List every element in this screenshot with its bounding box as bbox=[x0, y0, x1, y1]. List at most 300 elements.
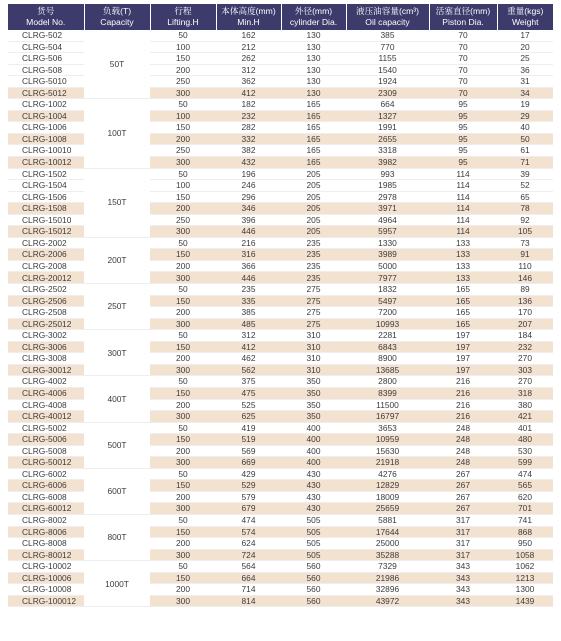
weight-cell: 71 bbox=[497, 157, 553, 169]
lifting-cell: 300 bbox=[150, 157, 216, 169]
table-row bbox=[8, 330, 553, 342]
model-cell: CLRG-1508 bbox=[8, 203, 84, 215]
oil-capacity-cell: 6843 bbox=[346, 341, 429, 353]
lifting-cell: 300 bbox=[150, 595, 216, 607]
model-cell: CLRG-10008 bbox=[8, 584, 84, 596]
header-en: cylinder Dia. bbox=[289, 17, 338, 27]
min-height-cell: 562 bbox=[216, 364, 281, 376]
piston-dia-cell: 114 bbox=[429, 180, 497, 192]
min-height-cell: 212 bbox=[216, 41, 281, 53]
lifting-cell: 150 bbox=[150, 387, 216, 399]
capacity-cell bbox=[84, 561, 150, 607]
oil-capacity-cell: 10993 bbox=[346, 318, 429, 330]
min-height-cell: 564 bbox=[216, 561, 281, 573]
lifting-cell: 200 bbox=[150, 584, 216, 596]
piston-dia-cell: 70 bbox=[429, 76, 497, 88]
weight-cell: 170 bbox=[497, 307, 553, 319]
cylinder-dia-cell: 130 bbox=[281, 76, 346, 88]
weight-cell: 1058 bbox=[497, 549, 553, 561]
weight-cell: 65 bbox=[497, 191, 553, 203]
weight-cell: 34 bbox=[497, 87, 553, 99]
min-height-cell: 664 bbox=[216, 572, 281, 584]
model-cell: CLRG-3006 bbox=[8, 341, 84, 353]
weight-cell: 232 bbox=[497, 341, 553, 353]
oil-capacity-cell: 4964 bbox=[346, 214, 429, 226]
weight-cell: 1300 bbox=[497, 584, 553, 596]
model-cell: CLRG-8006 bbox=[8, 526, 84, 538]
min-height-cell: 446 bbox=[216, 226, 281, 238]
piston-dia-cell: 216 bbox=[429, 399, 497, 411]
piston-dia-cell: 133 bbox=[429, 237, 497, 249]
piston-dia-cell: 165 bbox=[429, 307, 497, 319]
weight-cell: 421 bbox=[497, 411, 553, 423]
header-zh: 负载(T) bbox=[102, 6, 132, 16]
oil-capacity-cell: 2281 bbox=[346, 330, 429, 342]
oil-capacity-cell: 1330 bbox=[346, 237, 429, 249]
table-row bbox=[8, 99, 553, 111]
cylinder-dia-cell: 275 bbox=[281, 295, 346, 307]
piston-dia-cell: 317 bbox=[429, 526, 497, 538]
oil-capacity-cell: 8399 bbox=[346, 387, 429, 399]
weight-cell: 39 bbox=[497, 168, 553, 180]
spec-table bbox=[8, 4, 553, 607]
lifting-cell: 150 bbox=[150, 295, 216, 307]
min-height-cell: 474 bbox=[216, 514, 281, 526]
min-height-cell: 196 bbox=[216, 168, 281, 180]
weight-cell: 136 bbox=[497, 295, 553, 307]
oil-capacity-cell: 18009 bbox=[346, 491, 429, 503]
oil-capacity-cell: 1991 bbox=[346, 122, 429, 134]
model-cell: CLRG-1004 bbox=[8, 110, 84, 122]
table-row bbox=[8, 168, 553, 180]
table-body bbox=[8, 30, 553, 607]
lifting-cell: 100 bbox=[150, 41, 216, 53]
cylinder-dia-cell: 505 bbox=[281, 514, 346, 526]
model-cell: CLRG-5006 bbox=[8, 434, 84, 446]
header-en: Weight bbox=[511, 17, 539, 27]
header-min-height bbox=[216, 4, 281, 30]
cylinder-dia-cell: 205 bbox=[281, 168, 346, 180]
piston-dia-cell: 248 bbox=[429, 434, 497, 446]
oil-capacity-cell: 16797 bbox=[346, 411, 429, 423]
piston-dia-cell: 165 bbox=[429, 284, 497, 296]
lifting-cell: 50 bbox=[150, 237, 216, 249]
piston-dia-cell: 70 bbox=[429, 41, 497, 53]
weight-cell: 270 bbox=[497, 376, 553, 388]
cylinder-dia-cell: 165 bbox=[281, 110, 346, 122]
weight-cell: 36 bbox=[497, 64, 553, 76]
cylinder-dia-cell: 400 bbox=[281, 434, 346, 446]
oil-capacity-cell: 2978 bbox=[346, 191, 429, 203]
min-height-cell: 312 bbox=[216, 330, 281, 342]
header-lifting bbox=[150, 4, 216, 30]
cylinder-dia-cell: 235 bbox=[281, 260, 346, 272]
weight-cell: 565 bbox=[497, 480, 553, 492]
min-height-cell: 429 bbox=[216, 468, 281, 480]
model-cell: CLRG-2502 bbox=[8, 284, 84, 296]
oil-capacity-cell: 43972 bbox=[346, 595, 429, 607]
piston-dia-cell: 114 bbox=[429, 191, 497, 203]
oil-capacity-cell: 8900 bbox=[346, 353, 429, 365]
model-cell: CLRG-6006 bbox=[8, 480, 84, 492]
model-cell: CLRG-100012 bbox=[8, 595, 84, 607]
header-piston-dia bbox=[429, 4, 497, 30]
oil-capacity-cell: 664 bbox=[346, 99, 429, 111]
min-height-cell: 419 bbox=[216, 422, 281, 434]
min-height-cell: 382 bbox=[216, 145, 281, 157]
capacity-cell bbox=[84, 99, 150, 168]
piston-dia-cell: 70 bbox=[429, 87, 497, 99]
weight-cell: 1062 bbox=[497, 561, 553, 573]
piston-dia-cell: 165 bbox=[429, 318, 497, 330]
weight-cell: 480 bbox=[497, 434, 553, 446]
oil-capacity-cell: 1540 bbox=[346, 64, 429, 76]
model-cell: CLRG-2002 bbox=[8, 237, 84, 249]
min-height-cell: 814 bbox=[216, 595, 281, 607]
capacity-label: 300T bbox=[107, 347, 127, 358]
min-height-cell: 162 bbox=[216, 30, 281, 41]
weight-cell: 741 bbox=[497, 514, 553, 526]
cylinder-dia-cell: 235 bbox=[281, 272, 346, 284]
min-height-cell: 332 bbox=[216, 133, 281, 145]
lifting-cell: 200 bbox=[150, 399, 216, 411]
model-cell: CLRG-25012 bbox=[8, 318, 84, 330]
table-row bbox=[8, 468, 553, 480]
piston-dia-cell: 165 bbox=[429, 295, 497, 307]
lifting-cell: 250 bbox=[150, 76, 216, 88]
weight-cell: 73 bbox=[497, 237, 553, 249]
piston-dia-cell: 197 bbox=[429, 353, 497, 365]
lifting-cell: 150 bbox=[150, 191, 216, 203]
weight-cell: 110 bbox=[497, 260, 553, 272]
lifting-cell: 200 bbox=[150, 133, 216, 145]
capacity-label: 600T bbox=[107, 486, 127, 497]
lifting-cell: 200 bbox=[150, 64, 216, 76]
min-height-cell: 574 bbox=[216, 526, 281, 538]
oil-capacity-cell: 4276 bbox=[346, 468, 429, 480]
model-cell: CLRG-60012 bbox=[8, 503, 84, 515]
model-cell: CLRG-5008 bbox=[8, 445, 84, 457]
weight-cell: 1213 bbox=[497, 572, 553, 584]
min-height-cell: 669 bbox=[216, 457, 281, 469]
min-height-cell: 232 bbox=[216, 110, 281, 122]
oil-capacity-cell: 11500 bbox=[346, 399, 429, 411]
header-zh: 重量(kgs) bbox=[507, 6, 544, 16]
weight-cell: 19 bbox=[497, 99, 553, 111]
cylinder-dia-cell: 205 bbox=[281, 191, 346, 203]
piston-dia-cell: 343 bbox=[429, 561, 497, 573]
piston-dia-cell: 197 bbox=[429, 330, 497, 342]
header-en: Oil capacity bbox=[365, 17, 410, 27]
cylinder-dia-cell: 350 bbox=[281, 387, 346, 399]
weight-cell: 868 bbox=[497, 526, 553, 538]
capacity-label: 200T bbox=[107, 255, 127, 266]
table-row bbox=[8, 561, 553, 573]
oil-capacity-cell: 32896 bbox=[346, 584, 429, 596]
cylinder-dia-cell: 275 bbox=[281, 318, 346, 330]
oil-capacity-cell: 21918 bbox=[346, 457, 429, 469]
weight-cell: 91 bbox=[497, 249, 553, 261]
oil-capacity-cell: 2309 bbox=[346, 87, 429, 99]
lifting-cell: 200 bbox=[150, 491, 216, 503]
cylinder-dia-cell: 235 bbox=[281, 249, 346, 261]
weight-cell: 1439 bbox=[497, 595, 553, 607]
cylinder-dia-cell: 165 bbox=[281, 145, 346, 157]
header-zh: 外径(mm) bbox=[294, 6, 333, 16]
model-cell: CLRG-10012 bbox=[8, 157, 84, 169]
capacity-cell bbox=[84, 514, 150, 560]
model-cell: CLRG-2006 bbox=[8, 249, 84, 261]
cylinder-dia-cell: 430 bbox=[281, 468, 346, 480]
table-row bbox=[8, 284, 553, 296]
model-cell: CLRG-8002 bbox=[8, 514, 84, 526]
oil-capacity-cell: 1924 bbox=[346, 76, 429, 88]
capacity-label: 400T bbox=[107, 393, 127, 404]
piston-dia-cell: 248 bbox=[429, 445, 497, 457]
header-en: Min.H bbox=[237, 17, 260, 27]
weight-cell: 78 bbox=[497, 203, 553, 215]
oil-capacity-cell: 3653 bbox=[346, 422, 429, 434]
min-height-cell: 724 bbox=[216, 549, 281, 561]
capacity-cell bbox=[84, 284, 150, 330]
oil-capacity-cell: 1985 bbox=[346, 180, 429, 192]
cylinder-dia-cell: 310 bbox=[281, 364, 346, 376]
lifting-cell: 300 bbox=[150, 226, 216, 238]
min-height-cell: 446 bbox=[216, 272, 281, 284]
model-cell: CLRG-4002 bbox=[8, 376, 84, 388]
lifting-cell: 200 bbox=[150, 353, 216, 365]
oil-capacity-cell: 3982 bbox=[346, 157, 429, 169]
piston-dia-cell: 70 bbox=[429, 64, 497, 76]
oil-capacity-cell: 35288 bbox=[346, 549, 429, 561]
cylinder-dia-cell: 165 bbox=[281, 99, 346, 111]
lifting-cell: 50 bbox=[150, 284, 216, 296]
cylinder-dia-cell: 130 bbox=[281, 87, 346, 99]
lifting-cell: 100 bbox=[150, 180, 216, 192]
lifting-cell: 150 bbox=[150, 434, 216, 446]
piston-dia-cell: 95 bbox=[429, 110, 497, 122]
model-cell: CLRG-1006 bbox=[8, 122, 84, 134]
weight-cell: 50 bbox=[497, 133, 553, 145]
lifting-cell: 50 bbox=[150, 99, 216, 111]
lifting-cell: 50 bbox=[150, 468, 216, 480]
cylinder-dia-cell: 275 bbox=[281, 307, 346, 319]
lifting-cell: 300 bbox=[150, 364, 216, 376]
min-height-cell: 412 bbox=[216, 87, 281, 99]
header-zh: 本体高度(mm) bbox=[221, 6, 276, 16]
lifting-cell: 150 bbox=[150, 249, 216, 261]
model-cell: CLRG-8008 bbox=[8, 538, 84, 550]
min-height-cell: 296 bbox=[216, 191, 281, 203]
cylinder-dia-cell: 400 bbox=[281, 457, 346, 469]
cylinder-dia-cell: 400 bbox=[281, 422, 346, 434]
lifting-cell: 200 bbox=[150, 260, 216, 272]
cylinder-dia-cell: 205 bbox=[281, 214, 346, 226]
oil-capacity-cell: 2655 bbox=[346, 133, 429, 145]
piston-dia-cell: 317 bbox=[429, 549, 497, 561]
model-cell: CLRG-80012 bbox=[8, 549, 84, 561]
cylinder-dia-cell: 430 bbox=[281, 503, 346, 515]
oil-capacity-cell: 5881 bbox=[346, 514, 429, 526]
header-cylinder-dia bbox=[281, 4, 346, 30]
header-oil-capacity bbox=[346, 4, 429, 30]
weight-cell: 950 bbox=[497, 538, 553, 550]
weight-cell: 20 bbox=[497, 41, 553, 53]
piston-dia-cell: 133 bbox=[429, 260, 497, 272]
oil-capacity-cell: 7200 bbox=[346, 307, 429, 319]
model-cell: CLRG-3002 bbox=[8, 330, 84, 342]
oil-capacity-cell: 1155 bbox=[346, 53, 429, 65]
model-cell: CLRG-5012 bbox=[8, 87, 84, 99]
min-height-cell: 714 bbox=[216, 584, 281, 596]
cylinder-dia-cell: 430 bbox=[281, 491, 346, 503]
capacity-label: 100T bbox=[107, 128, 127, 139]
header-weight bbox=[497, 4, 553, 30]
piston-dia-cell: 70 bbox=[429, 53, 497, 65]
model-cell: CLRG-1506 bbox=[8, 191, 84, 203]
oil-capacity-cell: 3318 bbox=[346, 145, 429, 157]
model-cell: CLRG-10002 bbox=[8, 561, 84, 573]
lifting-cell: 50 bbox=[150, 561, 216, 573]
cylinder-dia-cell: 165 bbox=[281, 122, 346, 134]
weight-cell: 207 bbox=[497, 318, 553, 330]
min-height-cell: 262 bbox=[216, 53, 281, 65]
oil-capacity-cell: 12829 bbox=[346, 480, 429, 492]
capacity-cell bbox=[84, 168, 150, 237]
model-cell: CLRG-506 bbox=[8, 53, 84, 65]
cylinder-dia-cell: 130 bbox=[281, 41, 346, 53]
min-height-cell: 625 bbox=[216, 411, 281, 423]
piston-dia-cell: 133 bbox=[429, 272, 497, 284]
oil-capacity-cell: 2800 bbox=[346, 376, 429, 388]
capacity-cell bbox=[84, 30, 150, 99]
lifting-cell: 200 bbox=[150, 203, 216, 215]
piston-dia-cell: 343 bbox=[429, 572, 497, 584]
cylinder-dia-cell: 205 bbox=[281, 203, 346, 215]
model-cell: CLRG-504 bbox=[8, 41, 84, 53]
oil-capacity-cell: 10959 bbox=[346, 434, 429, 446]
model-cell: CLRG-1502 bbox=[8, 168, 84, 180]
capacity-label: 50T bbox=[109, 58, 125, 69]
cylinder-dia-cell: 130 bbox=[281, 53, 346, 65]
min-height-cell: 316 bbox=[216, 249, 281, 261]
capacity-cell bbox=[84, 468, 150, 514]
weight-cell: 61 bbox=[497, 145, 553, 157]
min-height-cell: 375 bbox=[216, 376, 281, 388]
model-cell: CLRG-30012 bbox=[8, 364, 84, 376]
cylinder-dia-cell: 130 bbox=[281, 30, 346, 41]
oil-capacity-cell: 25659 bbox=[346, 503, 429, 515]
piston-dia-cell: 70 bbox=[429, 30, 497, 41]
lifting-cell: 150 bbox=[150, 122, 216, 134]
capacity-label: 150T bbox=[107, 197, 127, 208]
weight-cell: 380 bbox=[497, 399, 553, 411]
weight-cell: 530 bbox=[497, 445, 553, 457]
table-row bbox=[8, 237, 553, 249]
table-row bbox=[8, 514, 553, 526]
header-row bbox=[8, 4, 553, 30]
cylinder-dia-cell: 350 bbox=[281, 376, 346, 388]
lifting-cell: 50 bbox=[150, 30, 216, 41]
min-height-cell: 182 bbox=[216, 99, 281, 111]
oil-capacity-cell: 3989 bbox=[346, 249, 429, 261]
header-en: Model No. bbox=[26, 17, 66, 27]
piston-dia-cell: 95 bbox=[429, 145, 497, 157]
capacity-label: 250T bbox=[107, 301, 127, 312]
oil-capacity-cell: 1327 bbox=[346, 110, 429, 122]
min-height-cell: 485 bbox=[216, 318, 281, 330]
min-height-cell: 412 bbox=[216, 341, 281, 353]
model-cell: CLRG-5002 bbox=[8, 422, 84, 434]
min-height-cell: 569 bbox=[216, 445, 281, 457]
cylinder-dia-cell: 505 bbox=[281, 538, 346, 550]
min-height-cell: 335 bbox=[216, 295, 281, 307]
capacity-label: 800T bbox=[107, 532, 127, 543]
lifting-cell: 150 bbox=[150, 572, 216, 584]
model-cell: CLRG-1504 bbox=[8, 180, 84, 192]
min-height-cell: 624 bbox=[216, 538, 281, 550]
cylinder-dia-cell: 205 bbox=[281, 180, 346, 192]
piston-dia-cell: 95 bbox=[429, 99, 497, 111]
piston-dia-cell: 114 bbox=[429, 226, 497, 238]
piston-dia-cell: 343 bbox=[429, 595, 497, 607]
min-height-cell: 385 bbox=[216, 307, 281, 319]
min-height-cell: 525 bbox=[216, 399, 281, 411]
model-cell: CLRG-508 bbox=[8, 64, 84, 76]
weight-cell: 40 bbox=[497, 122, 553, 134]
oil-capacity-cell: 7329 bbox=[346, 561, 429, 573]
model-cell: CLRG-4008 bbox=[8, 399, 84, 411]
cylinder-dia-cell: 560 bbox=[281, 584, 346, 596]
oil-capacity-cell: 1832 bbox=[346, 284, 429, 296]
capacity-cell bbox=[84, 237, 150, 283]
cylinder-dia-cell: 505 bbox=[281, 526, 346, 538]
model-cell: CLRG-2508 bbox=[8, 307, 84, 319]
min-height-cell: 366 bbox=[216, 260, 281, 272]
weight-cell: 146 bbox=[497, 272, 553, 284]
oil-capacity-cell: 7977 bbox=[346, 272, 429, 284]
weight-cell: 620 bbox=[497, 491, 553, 503]
cylinder-dia-cell: 560 bbox=[281, 572, 346, 584]
cylinder-dia-cell: 350 bbox=[281, 411, 346, 423]
header-zh: 活塞直径(mm) bbox=[435, 6, 491, 16]
weight-cell: 184 bbox=[497, 330, 553, 342]
min-height-cell: 235 bbox=[216, 284, 281, 296]
min-height-cell: 579 bbox=[216, 491, 281, 503]
header-zh: 货号 bbox=[37, 6, 55, 16]
piston-dia-cell: 216 bbox=[429, 387, 497, 399]
weight-cell: 52 bbox=[497, 180, 553, 192]
capacity-label: 1000T bbox=[105, 578, 129, 589]
lifting-cell: 150 bbox=[150, 53, 216, 65]
model-cell: CLRG-3008 bbox=[8, 353, 84, 365]
min-height-cell: 246 bbox=[216, 180, 281, 192]
piston-dia-cell: 114 bbox=[429, 168, 497, 180]
min-height-cell: 312 bbox=[216, 64, 281, 76]
piston-dia-cell: 317 bbox=[429, 538, 497, 550]
model-cell: CLRG-2506 bbox=[8, 295, 84, 307]
lifting-cell: 250 bbox=[150, 145, 216, 157]
min-height-cell: 282 bbox=[216, 122, 281, 134]
lifting-cell: 300 bbox=[150, 411, 216, 423]
piston-dia-cell: 267 bbox=[429, 480, 497, 492]
piston-dia-cell: 317 bbox=[429, 514, 497, 526]
header-zh: 液压油容量(cm³) bbox=[355, 6, 419, 16]
model-cell: CLRG-502 bbox=[8, 30, 84, 41]
model-cell: CLRG-15012 bbox=[8, 226, 84, 238]
lifting-cell: 150 bbox=[150, 480, 216, 492]
model-cell: CLRG-10010 bbox=[8, 145, 84, 157]
